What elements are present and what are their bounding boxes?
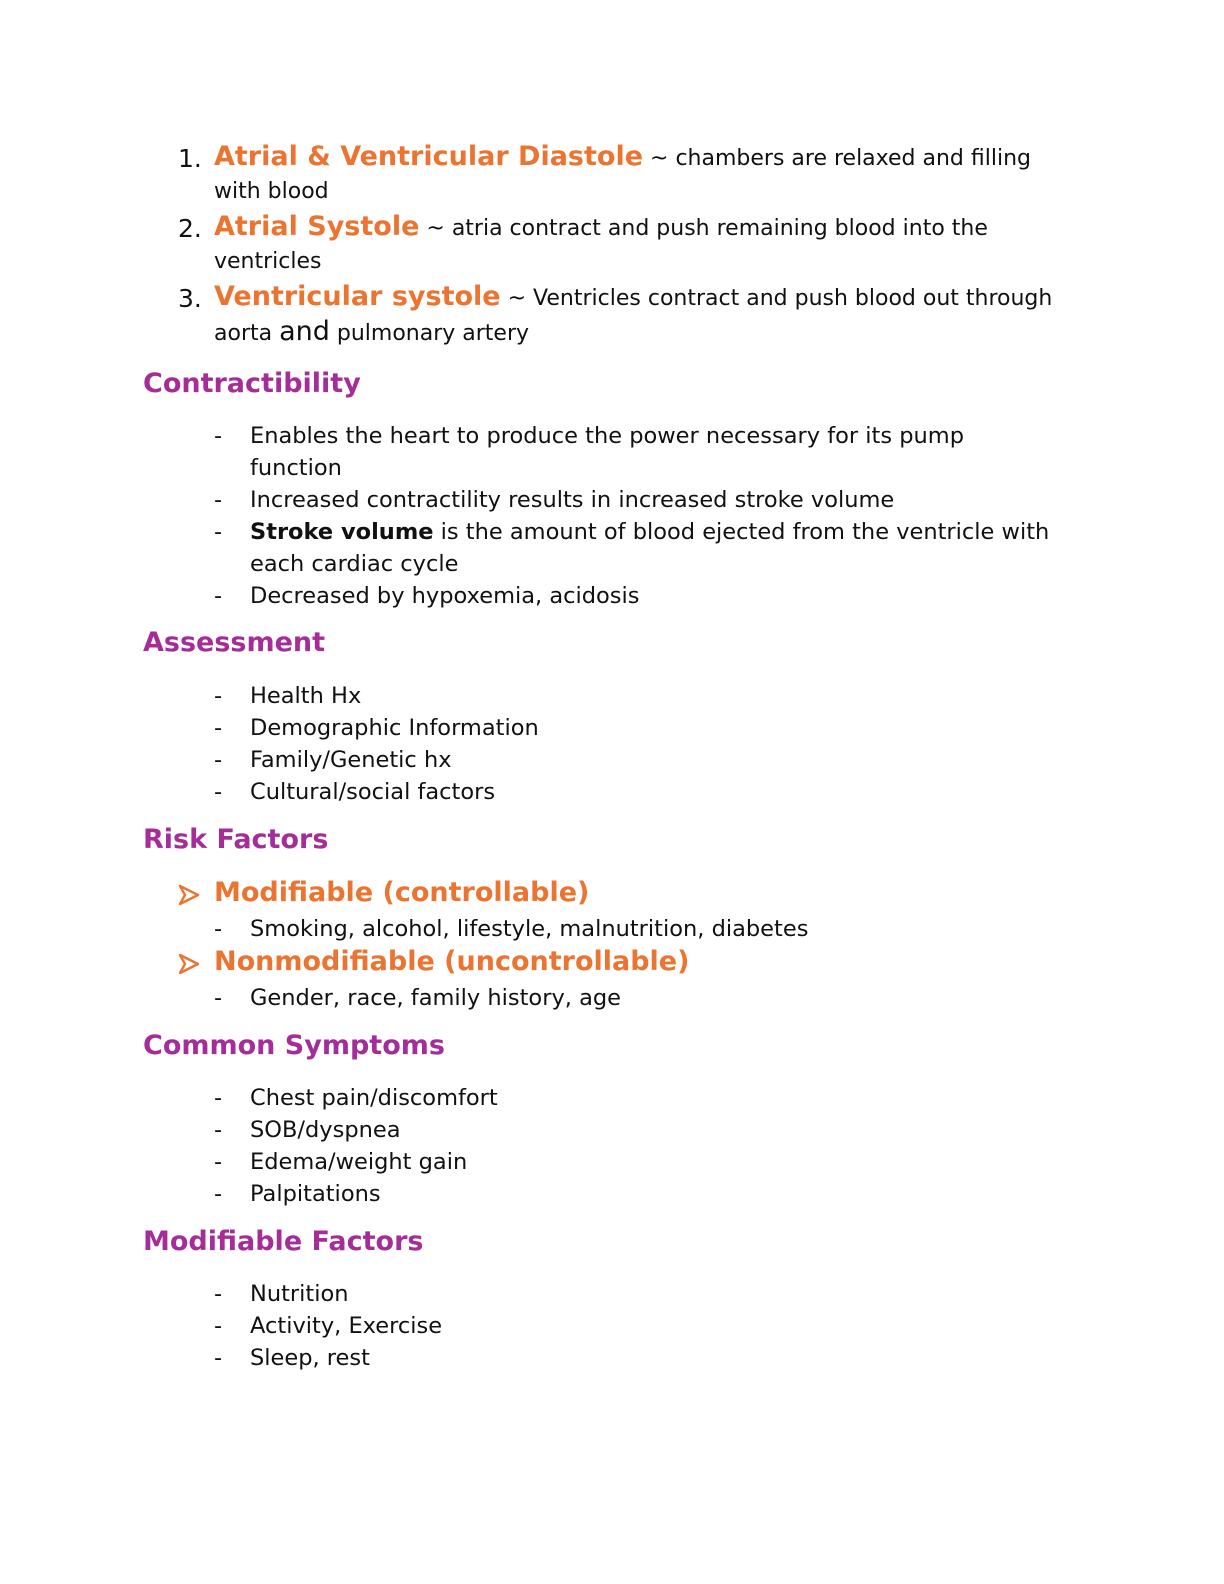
phase-description: atria contract and push remaining blood into the ventricles — [214, 216, 988, 274]
arrow-bullet-icon — [178, 884, 200, 906]
phase-term: Atrial Systole — [214, 211, 420, 242]
symptoms-list — [0, 1082, 1224, 1210]
risk-group-label: Modifiable (controllable) — [214, 877, 590, 908]
dash-bullet: - — [214, 779, 223, 805]
risk-group-label: Nonmodifiable (uncontrollable) — [214, 946, 690, 977]
list-number: 2. — [178, 214, 202, 243]
nonmodifiable-risk-list — [0, 982, 1224, 1014]
dash-bullet: - — [214, 1085, 223, 1111]
list-item — [0, 1278, 1050, 1310]
list-item — [0, 1178, 1050, 1210]
item-text: Family/Genetic hx — [250, 747, 452, 773]
phase-description-end: pulmonary artery — [329, 321, 530, 346]
list-item — [0, 484, 1050, 516]
list-item — [0, 420, 1050, 484]
list-item — [0, 776, 1050, 808]
list-item — [0, 280, 1054, 350]
section-heading-assessment: Assessment — [143, 627, 326, 658]
item-text: Smoking, alcohol, lifestyle, malnutrition, diabetes — [250, 916, 809, 942]
list-item — [0, 680, 1050, 712]
tilde: ~ — [643, 146, 676, 171]
list-item — [0, 1310, 1050, 1342]
dash-bullet: - — [214, 487, 223, 513]
phase-description: Ventricles contract and push blood out through aorta — [214, 286, 1053, 346]
dash-bullet: - — [214, 1345, 223, 1371]
list-item — [0, 1082, 1050, 1114]
phase-description: chambers are relaxed and filling with blood — [214, 146, 1031, 204]
modifiable-factors-list — [0, 1278, 1224, 1374]
dash-bullet: - — [214, 583, 223, 609]
item-text: Activity, Exercise — [250, 1313, 443, 1339]
dash-bullet: - — [214, 1313, 223, 1339]
phase-description-and: and — [279, 316, 330, 347]
item-text: Nutrition — [250, 1281, 349, 1307]
item-text: Chest pain/discomfort — [250, 1085, 498, 1111]
dash-bullet: - — [214, 1181, 223, 1207]
dash-bullet: - — [214, 715, 223, 741]
item-text: Cultural/social factors — [250, 779, 496, 805]
dash-bullet: - — [214, 1117, 223, 1143]
assessment-list — [0, 680, 1224, 808]
item-text: Enables the heart to produce the power necessary for its pump function — [250, 423, 964, 481]
cardiac-cycle-list — [0, 140, 1224, 350]
item-text: Demographic Information — [250, 715, 539, 741]
dash-bullet: - — [214, 683, 223, 709]
dash-bullet: - — [214, 1281, 223, 1307]
arrow-bullet-icon — [178, 953, 200, 975]
item-text: Health Hx — [250, 683, 362, 709]
tilde: ~ — [419, 216, 452, 241]
list-item — [0, 516, 1050, 580]
dash-bullet: - — [214, 423, 223, 449]
phase-term: Ventricular systole — [214, 281, 501, 312]
item-text: Palpitations — [250, 1181, 381, 1207]
item-text: is the amount of blood ejected from the ventricle with each cardiac cycle — [250, 519, 1050, 577]
list-item — [0, 913, 1050, 945]
dash-bullet: - — [214, 747, 223, 773]
section-heading-modifiable-factors: Modifiable Factors — [143, 1226, 424, 1257]
list-item — [0, 712, 1050, 744]
dash-bullet: - — [214, 1149, 223, 1175]
item-text: Increased contractility results in increased stroke volume — [250, 487, 895, 513]
dash-bullet: - — [214, 916, 223, 942]
list-item — [0, 1342, 1050, 1374]
dash-bullet: - — [214, 519, 223, 545]
list-item — [0, 982, 1050, 1014]
section-heading-contractibility: Contractibility — [143, 368, 361, 399]
list-number: 3. — [178, 284, 202, 313]
modifiable-risk-list — [0, 913, 1224, 945]
bold-term: Stroke volume — [250, 519, 434, 545]
list-item — [0, 1146, 1050, 1178]
list-number: 1. — [178, 144, 202, 173]
section-heading-common-symptoms: Common Symptoms — [143, 1030, 445, 1061]
list-item — [0, 1114, 1050, 1146]
item-text: SOB/dyspnea — [250, 1117, 401, 1143]
phase-term: Atrial & Ventricular Diastole — [214, 141, 644, 172]
dash-bullet: - — [214, 985, 223, 1011]
list-item — [0, 744, 1050, 776]
item-text: Edema/weight gain — [250, 1149, 468, 1175]
list-item — [0, 210, 1054, 278]
item-text: Decreased by hypoxemia, acidosis — [250, 583, 640, 609]
item-text: Sleep, rest — [250, 1345, 370, 1371]
tilde: ~ — [500, 286, 534, 311]
list-item — [0, 580, 1050, 612]
list-item — [0, 140, 1054, 208]
section-heading-risk-factors: Risk Factors — [143, 824, 329, 855]
contractibility-list — [0, 420, 1224, 612]
item-text: Gender, race, family history, age — [250, 985, 621, 1011]
